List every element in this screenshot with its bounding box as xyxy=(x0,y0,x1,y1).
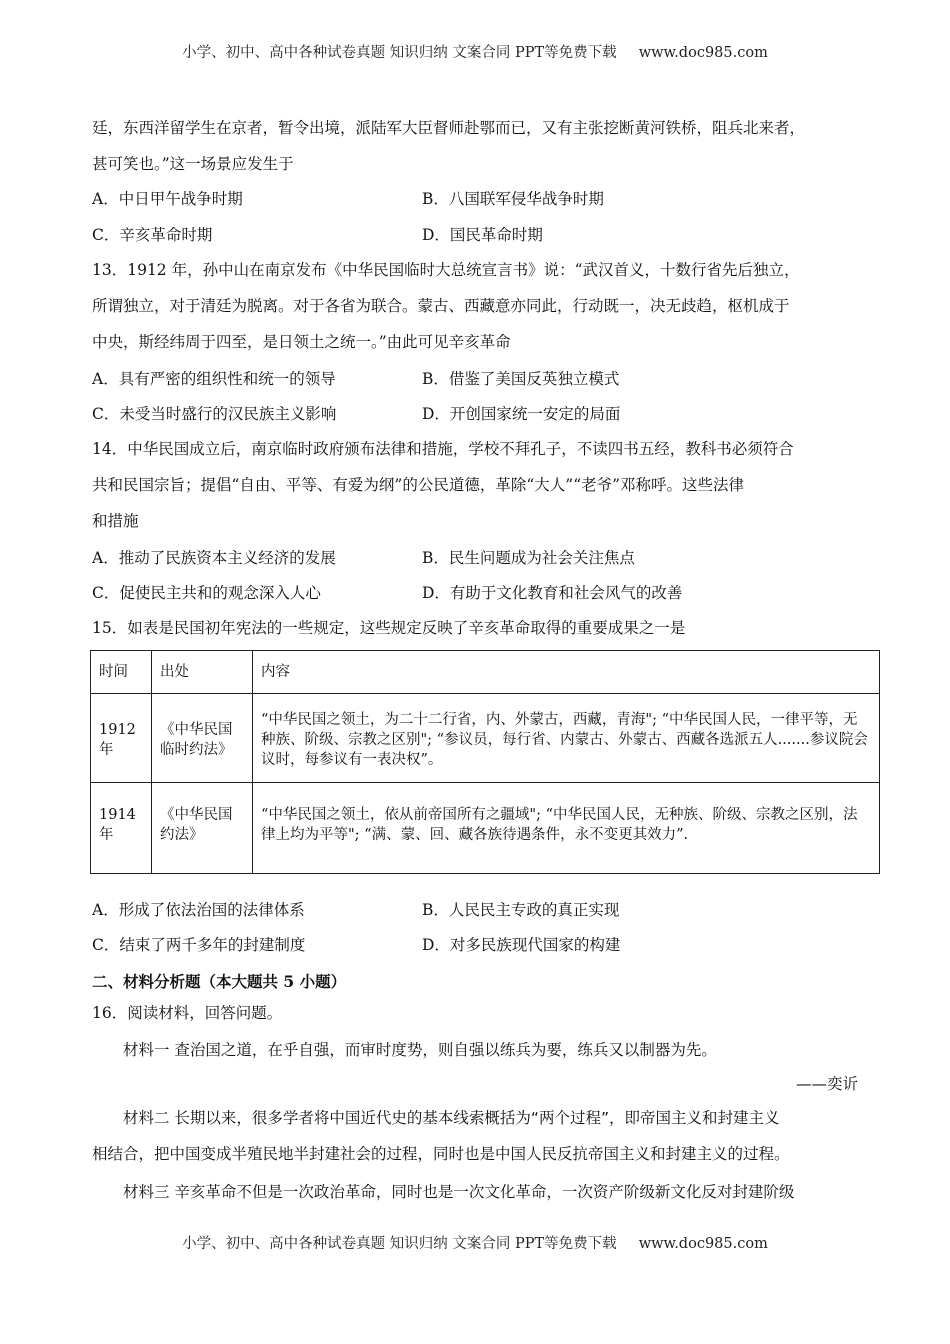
q14-option-b: B．民生问题成为社会关注焦点 xyxy=(422,549,635,567)
q14-option-a: A．推动了民族资本主义经济的发展 xyxy=(92,549,336,567)
q13-line: 中央，斯经纬周于四至，是日领土之统一。”由此可见辛亥革命 xyxy=(92,333,511,351)
header-url[interactable]: www.doc985.com xyxy=(638,45,768,61)
q13-option-a: A．具有严密的组织性和统一的领导 xyxy=(92,370,336,388)
table-row xyxy=(91,783,880,874)
q12-line: 甚可笑也。”这一场景应发生于 xyxy=(92,155,294,173)
page-header xyxy=(0,41,950,62)
footer-text: 小学、初中、高中各种试卷真题 知识归纳 文案合同 PPT等免费下载 xyxy=(182,1236,617,1252)
material-3: 材料三 辛亥革命不但是一次政治革命，同时也是一次文化革命，一次资产阶级新文化反对封建阶级 xyxy=(123,1183,795,1201)
q15-option-b: B．人民民主专政的真正实现 xyxy=(422,901,620,919)
cell-time: 1914 年 xyxy=(91,783,152,874)
q16-stem: 16．阅读材料，回答问题。 xyxy=(92,1004,283,1022)
q13-line: 13．1912 年，孙中山在南京发布《中华民国临时大总统宣言书》说：“武汉首义，十数行省先后独立， xyxy=(92,261,800,279)
cell-content: “中华民国之领土，为二十二行省，内、外蒙古，西藏，青海"; “中华民国人民，一律平等，无种族、阶级、宗教之区别"; “参议员，每行省、内蒙古、外蒙古、西藏各选派五人.......参议院会议时，每参议有一表决权”。 xyxy=(253,694,880,783)
q13-stem xyxy=(92,252,862,360)
q14-line: 和措施 xyxy=(92,512,139,530)
header-text: 小学、初中、高中各种试卷真题 知识归纳 文案合同 PPT等免费下载 xyxy=(182,45,617,61)
header-source: 出处 xyxy=(152,651,253,694)
constitution-table xyxy=(90,650,880,874)
q14-stem xyxy=(92,431,862,539)
header-time: 时间 xyxy=(91,651,152,694)
footer-url[interactable]: www.doc985.com xyxy=(638,1236,768,1252)
material-2-line: 相结合，把中国变成半殖民地半封建社会的过程，同时也是中国人民反抗帝国主义和封建主义的过程。 xyxy=(92,1145,790,1163)
q15-option-c: C．结束了两千多年的封建制度 xyxy=(92,936,306,954)
q13-option-b: B．借鉴了美国反英独立模式 xyxy=(422,370,620,388)
q14-line: 共和民国宗旨；提倡“自由、平等、有爱为纲”的公民道德，革除“大人”“老爷”邓称呼。这些法律 xyxy=(92,476,745,494)
material-1: 材料一 查治国之道，在乎自强，而审时度势，则自强以练兵为要，练兵又以制器为先。 xyxy=(123,1041,717,1059)
q15-stem: 15．如表是民国初年宪法的一些规定，这些规定反映了辛亥革命取得的重要成果之一是 xyxy=(92,619,686,637)
q12-option-a: A．中日甲午战争时期 xyxy=(92,190,243,208)
header-content: 内容 xyxy=(253,651,880,694)
cell-source: 《中华民国约法》 xyxy=(152,783,253,874)
q13-option-c: C．未受当时盛行的汉民族主义影响 xyxy=(92,405,337,423)
q14-line: 14．中华民国成立后，南京临时政府颁布法律和措施，学校不拜孔子，不读四书五经，教科书必须符合 xyxy=(92,440,794,458)
cell-time: 1912 年 xyxy=(91,694,152,783)
cell-content: “中华民国之领土，依从前帝国所有之疆域"; “中华民国人民，无种族、阶级、宗教之区别，法律上均为平等"; “满、蒙、回、藏各族待遇条件，永不变更其效力”. xyxy=(253,783,880,874)
page-footer xyxy=(0,1232,950,1253)
q12-line: 廷，东西洋留学生在京者，暂令出境，派陆军大臣督师赴鄂而已，又有主张挖断黄河铁桥，阻兵北来者， xyxy=(92,119,806,137)
q12-option-b: B．八国联军侵华战争时期 xyxy=(422,190,604,208)
q12-stem xyxy=(92,110,862,182)
q14-option-d: D．有助于文化教育和社会风气的改善 xyxy=(422,584,683,602)
material-2-line: 材料二 长期以来，很多学者将中国近代史的基本线索概括为“两个过程”，即帝国主义和封建主义 xyxy=(123,1109,780,1127)
material-2 xyxy=(92,1100,862,1172)
q13-line: 所谓独立，对于清廷为脱离。对于各省为联合。蒙古、西藏意亦同此，行动既一，决无歧趋，枢机成于 xyxy=(92,297,790,315)
material-1-source: ——奕䜣 xyxy=(795,1075,858,1093)
q15-option-a: A．形成了依法治国的法律体系 xyxy=(92,901,305,919)
q12-option-d: D．国民革命时期 xyxy=(422,226,543,244)
cell-source: 《中华民国临时约法》 xyxy=(152,694,253,783)
q14-option-c: C．促使民主共和的观念深入人心 xyxy=(92,584,321,602)
table-row xyxy=(91,694,880,783)
q12-option-c: C．辛亥革命时期 xyxy=(92,226,213,244)
section-title: 二、材料分析题（本大题共 5 小题） xyxy=(92,972,347,991)
table-header-row xyxy=(91,651,880,694)
q15-option-d: D．对多民族现代国家的构建 xyxy=(422,936,621,954)
q13-option-d: D．开创国家统一安定的局面 xyxy=(422,405,621,423)
